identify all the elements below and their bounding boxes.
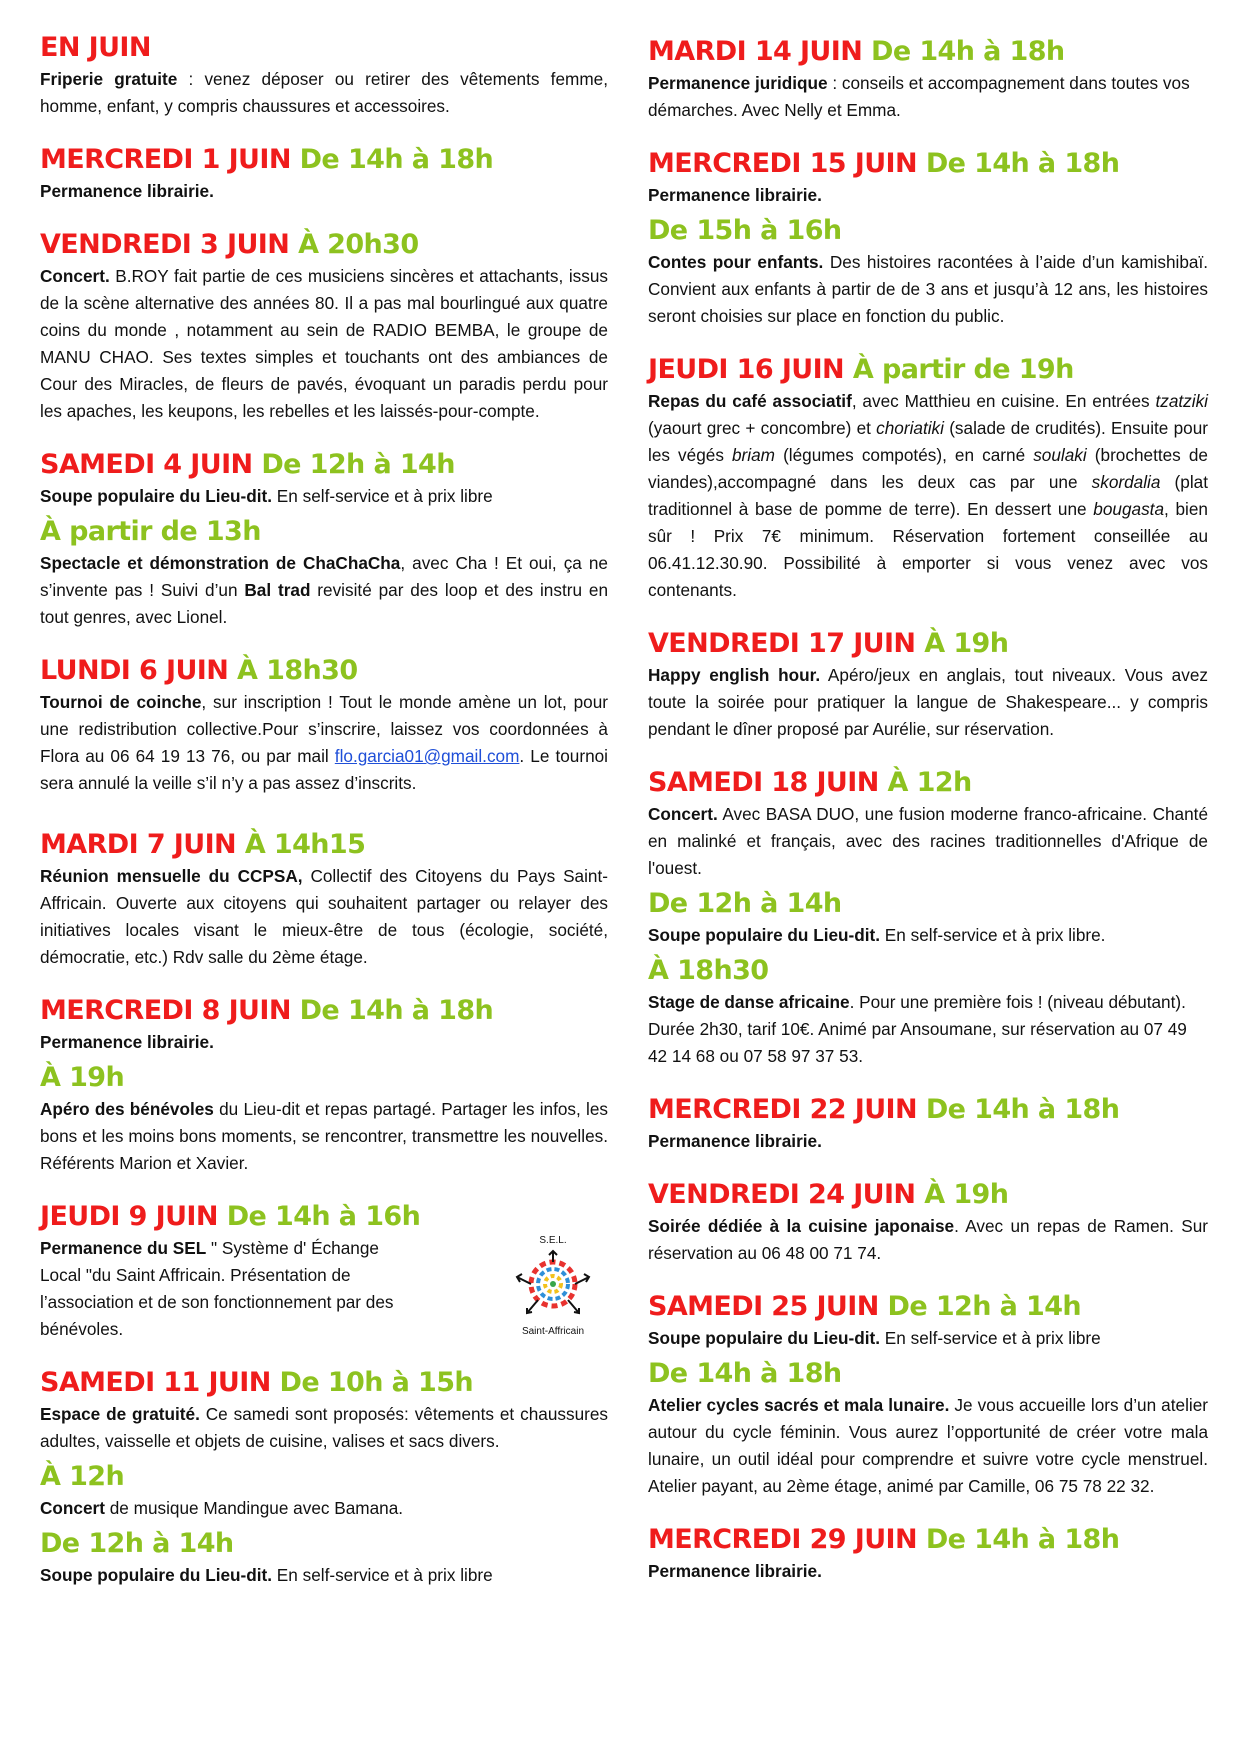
event-jeudi-9 (40, 1199, 608, 1343)
sub-time: De 12h à 14h (648, 888, 842, 919)
event-day: MERCREDI 1 JUIN (40, 144, 291, 175)
event-mercredi-8 (40, 993, 608, 1177)
event-time: De 12h à 14h (887, 1291, 1082, 1322)
event-description: Concert de musique Mandingue avec Bamana. (40, 1498, 404, 1518)
sel-logo-top: S.E.L. (539, 1235, 567, 1246)
event-heading (648, 146, 1208, 182)
event-description: Friperie gratuite : venez déposer ou retirer des vêtements femme, homme, enfant, y compris chaussures et accessoires. (40, 69, 608, 116)
event-heading (40, 653, 608, 689)
event-heading (648, 1177, 1208, 1213)
event-heading (648, 1522, 1208, 1558)
event-time: À partir de 19h (852, 354, 1074, 385)
event-mardi-7 (40, 827, 608, 971)
event-vendredi-17 (648, 626, 1208, 743)
event-time: À 20h30 (298, 229, 419, 260)
event-day: SAMEDI 4 JUIN (40, 449, 253, 480)
event-lundi-6 (40, 653, 608, 797)
event-description: Permanence librairie. (40, 1032, 214, 1052)
event-description: Tournoi de coinche, sur inscription ! Tout le monde amène un lot, pour une redistribution collective.Pour s’inscrire, laissez vos coordonnées à Flora au 06 64 19 13 76, ou par mail flo.garcia01@gmail.com. Le tournoi sera annulé la veille s’il n’y a pas assez d’inscrits. (40, 692, 609, 793)
event-description: Repas du café associatif, avec Matthieu en cuisine. En entrées tzatziki (yaourt grec + concombre) et choriatiki (salade de crudités). Ensuite pour les végés briam (légumes compotés), en carné soulaki (brochettes de viandes),accompagné dans les deux cas par une skordalia (plat traditionnel à base de pomme de terre). En dessert une bougasta, bien sûr ! Prix 7€ minimum. Réservation fortement conseillée au 06.41.12.30.90. Possibilité à emporter si vous venez avec vos contenants. (648, 391, 1208, 600)
event-heading (648, 1289, 1208, 1325)
event-description: Permanence du SEL " Système d' Échange Local "du Saint Affricain. Présentation de l’association et de son fonctionnement par des bénévoles. (40, 1238, 394, 1339)
event-time: De 10h à 15h (279, 1367, 474, 1398)
event-description: Spectacle et démonstration de ChaChaCha, avec Cha ! Et oui, ça ne s’invente pas ! Suivi d’un Bal trad revisité par des loop et des instru en tout genres, avec Lionel. (40, 553, 608, 627)
sel-logo (498, 1235, 608, 1338)
event-mardi-14 (648, 34, 1208, 124)
event-description: Soupe populaire du Lieu-dit. En self-service et à prix libre (40, 1565, 493, 1585)
event-samedi-4 (40, 447, 608, 631)
event-heading (40, 227, 608, 263)
event-jeudi-16 (648, 352, 1208, 604)
event-description: Happy english hour. Apéro/jeux en anglais, tout niveaux. Vous avez toute la soirée pour pratiquer la langue de Shakespeare... y compris pendant le dîner proposé par Aurélie, sur réservation. (648, 665, 1208, 739)
event-day: SAMEDI 11 JUIN (40, 1367, 271, 1398)
event-time: De 14h à 18h (925, 1094, 1120, 1125)
event-en-juin (40, 30, 608, 120)
event-mercredi-1 (40, 142, 608, 205)
event-day: MERCREDI 8 JUIN (40, 995, 291, 1026)
event-description: Espace de gratuité. Ce samedi sont proposés: vêtements et chaussures adultes, vaisselle et objets de cuisine, valises et sacs divers. (40, 1404, 608, 1451)
event-mercredi-29 (648, 1522, 1208, 1585)
event-heading (40, 1365, 608, 1401)
event-day: JEUDI 9 JUIN (40, 1201, 218, 1232)
event-description: Soupe populaire du Lieu-dit. En self-service et à prix libre. (648, 925, 1106, 945)
event-description: Soupe populaire du Lieu-dit. En self-service et à prix libre (648, 1328, 1101, 1348)
left-column (40, 30, 608, 1589)
event-day: VENDREDI 17 JUIN (648, 628, 916, 659)
event-description: Concert. B.ROY fait partie de ces musiciens sincères et attachants, issus de la scène alternative des années 80. Il a pas mal bourlingué aux quatre coins du monde , notamment au sein de RADIO BEMBA, le groupe de MANU CHAO. Ses textes simples et touchants ont des ambiances de Cour des Miracles, de fleurs de pavés, évoquant un paradis perdu pour les apaches, les keupons, les rebelles et les laissés-pour-compte. (40, 266, 608, 421)
event-time: À 12h (887, 767, 972, 798)
sub-time: De 15h à 16h (648, 215, 842, 246)
event-time: À 19h (924, 628, 1009, 659)
event-heading (648, 352, 1208, 388)
event-description: Permanence librairie. (40, 181, 214, 201)
event-description: Permanence juridique : conseils et accompagnement dans toutes vos démarches. Avec Nelly et Emma. (648, 73, 1190, 120)
event-day: MERCREDI 15 JUIN (648, 148, 917, 179)
sub-time: De 14h à 18h (648, 1358, 842, 1389)
sub-time: De 12h à 14h (40, 1528, 234, 1559)
event-day: MERCREDI 29 JUIN (648, 1524, 917, 1555)
event-day: MARDI 14 JUIN (648, 36, 863, 67)
event-time: De 14h à 18h (299, 144, 494, 175)
event-time: De 14h à 18h (299, 995, 494, 1026)
event-samedi-11 (40, 1365, 608, 1589)
event-heading (40, 1199, 608, 1235)
event-description: Concert. Avec BASA DUO, une fusion moderne franco-africaine. Chanté en malinké et français, avec des racines traditionnelles d'Afrique de l'ouest. (648, 804, 1208, 878)
right-column (648, 34, 1208, 1585)
event-vendredi-24 (648, 1177, 1208, 1267)
sel-logo-bottom: Saint-Affricain (521, 1326, 585, 1337)
event-vendredi-3 (40, 227, 608, 425)
event-description: Atelier cycles sacrés et mala lunaire. Je vous accueille lors d’un atelier autour du cycle féminin. Vous aurez l’opportunité de créer votre mala lunaire, un outil idéal pour comprendre et suivre votre cycle menstruel. Atelier payant, au 2ème étage, animé par Camille, 06 75 78 22 32. (648, 1395, 1208, 1496)
section-heading (40, 30, 608, 66)
event-day: MARDI 7 JUIN (40, 829, 237, 860)
event-time: À 14h15 (244, 829, 366, 860)
sub-time: À partir de 13h (40, 516, 261, 547)
event-description: Permanence librairie. (648, 1561, 822, 1581)
sub-time: À 19h (40, 1062, 125, 1093)
event-heading (648, 626, 1208, 662)
event-description: Contes pour enfants. Des histoires racontées à l’aide d’un kamishibaï. Convient aux enfants à partir de de 3 ans et jusqu’à 12 ans, les histoires seront choisies sur place en fonction du public. (648, 252, 1208, 326)
event-day: VENDREDI 3 JUIN (40, 229, 290, 260)
sub-time: À 18h30 (648, 955, 769, 986)
event-description: Soupe populaire du Lieu-dit. En self-service et à prix libre (40, 486, 493, 506)
event-time: À 19h (924, 1179, 1009, 1210)
event-day: MERCREDI 22 JUIN (648, 1094, 917, 1125)
event-heading (40, 142, 608, 178)
event-samedi-25 (648, 1289, 1208, 1500)
event-heading (40, 993, 608, 1029)
event-day: SAMEDI 25 JUIN (648, 1291, 879, 1322)
sub-time: À 12h (40, 1461, 125, 1492)
event-day: LUNDI 6 JUIN (40, 655, 229, 686)
event-day: JEUDI 16 JUIN (648, 354, 845, 385)
event-mercredi-15 (648, 146, 1208, 330)
event-heading (648, 1092, 1208, 1128)
event-time: De 14h à 18h (925, 148, 1120, 179)
event-time: De 14h à 18h (871, 36, 1065, 67)
event-description: Permanence librairie. (648, 185, 822, 205)
event-mercredi-22 (648, 1092, 1208, 1155)
event-day: SAMEDI 18 JUIN (648, 767, 879, 798)
event-samedi-18 (648, 765, 1208, 1070)
event-description: Réunion mensuelle du CCPSA, Collectif des Citoyens du Pays Saint-Affricain. Ouverte aux citoyens qui souhaitent partager ou relayer des initiatives locales visant le mieux-être de tous (écologie, société, démocratie, etc.) Rdv salle du 2ème étage. (40, 866, 608, 967)
sel-spiral-icon (511, 1247, 595, 1321)
email-link[interactable]: flo.garcia01@gmail.com (334, 746, 520, 766)
event-heading (648, 34, 1208, 70)
event-time: De 14h à 16h (226, 1201, 421, 1232)
event-description: Stage de danse africaine. Pour une première fois ! (niveau débutant). Durée 2h30, tarif 10€. Animé par Ansoumane, sur réservation au 07 49 42 14 68 ou 07 58 97 37 53. (648, 992, 1187, 1066)
event-description: Permanence librairie. (648, 1131, 822, 1151)
sel-block (40, 1235, 608, 1343)
event-time: De 12h à 14h (261, 449, 455, 480)
event-time: À 18h30 (237, 655, 358, 686)
event-description: Apéro des bénévoles du Lieu-dit et repas partagé. Partager les infos, les bons et les moins bons moments, se rencontrer, transmettre les nouvelles. Référents Marion et Xavier. (40, 1099, 609, 1173)
event-heading (40, 447, 608, 483)
event-day: VENDREDI 24 JUIN (648, 1179, 916, 1210)
event-heading (40, 827, 608, 863)
event-heading (648, 765, 1208, 801)
month-title: EN JUIN (40, 32, 151, 63)
event-description: Soirée dédiée à la cuisine japonaise. Avec un repas de Ramen. Sur réservation au 06 48 00 71 74. (648, 1216, 1208, 1263)
event-time: De 14h à 18h (925, 1524, 1120, 1555)
